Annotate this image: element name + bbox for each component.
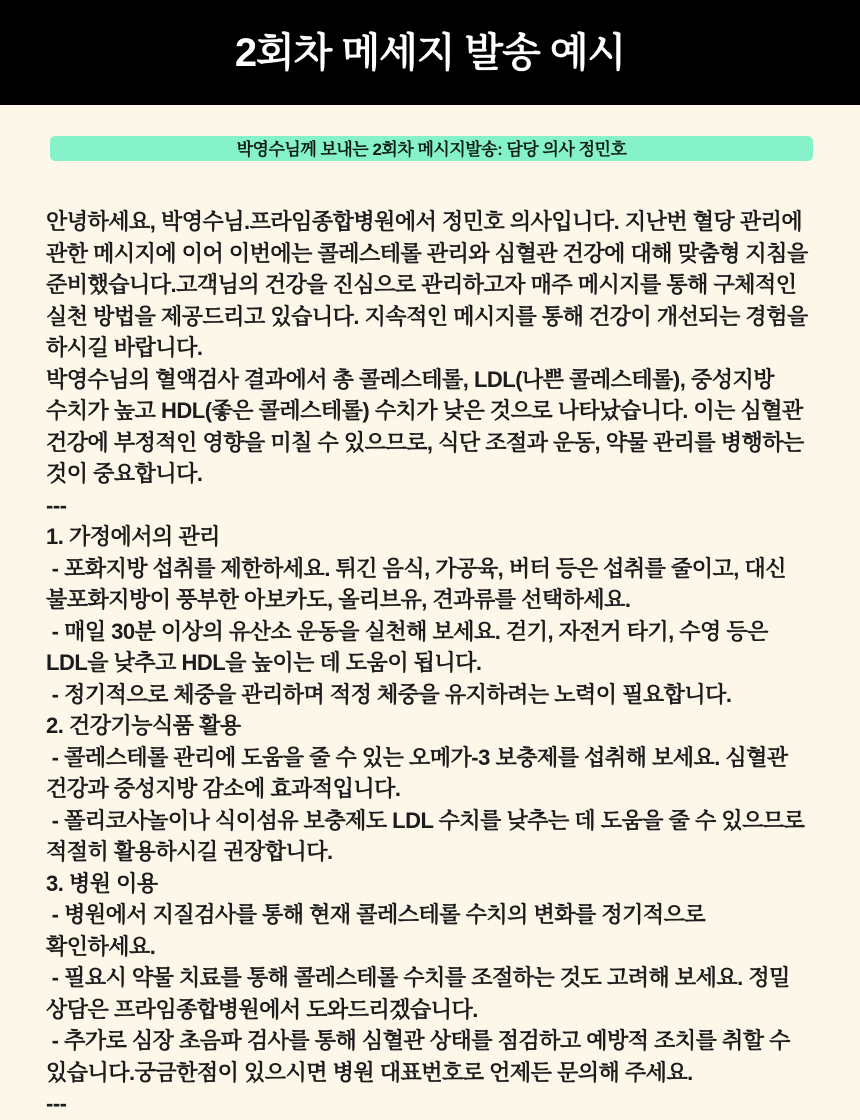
message-paragraph: 박영수님의 혈액검사 결과에서 총 콜레스테롤, LDL(나쁜 콜레스테롤), 중성지방 수치가 높고 HDL(좋은 콜레스테롤) 수치가 낮은 것으로 나타났습니다. 이는 심혈관 건강에 부정적인 영향을 미칠 수 있으므로, 식단 조절과 운동, 약물 관리를 병행하는 것이 중요합니다. [46, 366, 810, 486]
title-bar [0, 0, 860, 105]
message-paragraph: - 매일 30분 이상의 유산소 운동을 실천해 보세요. 걷기, 자전거 타기, 수영 등은 LDL을 낮추고 HDL을 높이는 데 도움이 됩니다. [46, 618, 774, 675]
message-paragraph: 3. 병원 이용 [46, 870, 158, 896]
message-paragraph: - 정기적으로 체중을 관리하며 적정 체중을 유지하려는 노력이 필요합니다. [46, 681, 732, 707]
message-paragraph: - 포화지방 섭취를 제한하세요. 튀긴 음식, 가공육, 버터 등은 섭취를 줄이고, 대신 불포화지방이 풍부한 아보카도, 올리브유, 견과류를 선택하세요. [46, 555, 792, 612]
message-body [0, 161, 860, 1120]
message-paragraph: - 콜레스테롤 관리에 도움을 줄 수 있는 오메가-3 보충제를 섭취해 보세요. 심혈관 건강과 중성지방 감소에 효과적입니다. [46, 744, 794, 801]
page-title: 2회차 메세지 발송 예시 [234, 30, 626, 75]
subtitle-banner-label: 박영수님께 보내는 2회차 메시지발송: 담당 의사 정민호 [236, 139, 627, 159]
message-paragraph: 2. 건강기능식품 활용 [46, 713, 241, 738]
message-paragraph: - 병원에서 지질검사를 통해 현재 콜레스테롤 수치의 변화를 정기적으로 확인하세요. [46, 902, 711, 959]
message-paragraph: --- [46, 492, 67, 518]
subtitle-banner [50, 136, 813, 161]
message-paragraph: - 추가로 심장 초음파 검사를 통해 심혈관 상태를 점검하고 예방적 조치를 취할 수 있습니다.궁금한점이 있으시면 병원 대표번호로 언제든 문의해 주세요. [46, 1028, 796, 1085]
message-paragraph: 1. 가정에서의 관리 [46, 524, 220, 549]
message-paragraph: 안녕하세요, 박영수님.프라임종합병원에서 정민호 의사입니다. 지난번 혈당 관리에 관한 메시지에 이어 이번에는 콜레스테롤 관리와 심혈관 건강에 대해 맞춤형 지침을 준비했습니다.고객님의 건강을 진심으로 관리하고자 매주 메시지를 통해 구체적인 실천 방법을 제공드리고 있습니다. 지속적인 메시지를 통해 건강이 개선되는 경험을 하시길 바랍니다. [46, 209, 814, 360]
message-paragraph: - 폴리코사놀이나 식이섬유 보충제도 LDL 수치를 낮추는 데 도움을 줄 수 있으므로 적절히 활용하시길 권장합니다. [46, 807, 810, 864]
message-paragraph: - 필요시 약물 치료를 통해 콜레스테롤 수치를 조절하는 것도 고려해 보세요. 정밀 상담은 프라임종합병원에서 도와드리겠습니다. [46, 965, 796, 1022]
message-paragraph: --- [46, 1091, 67, 1116]
